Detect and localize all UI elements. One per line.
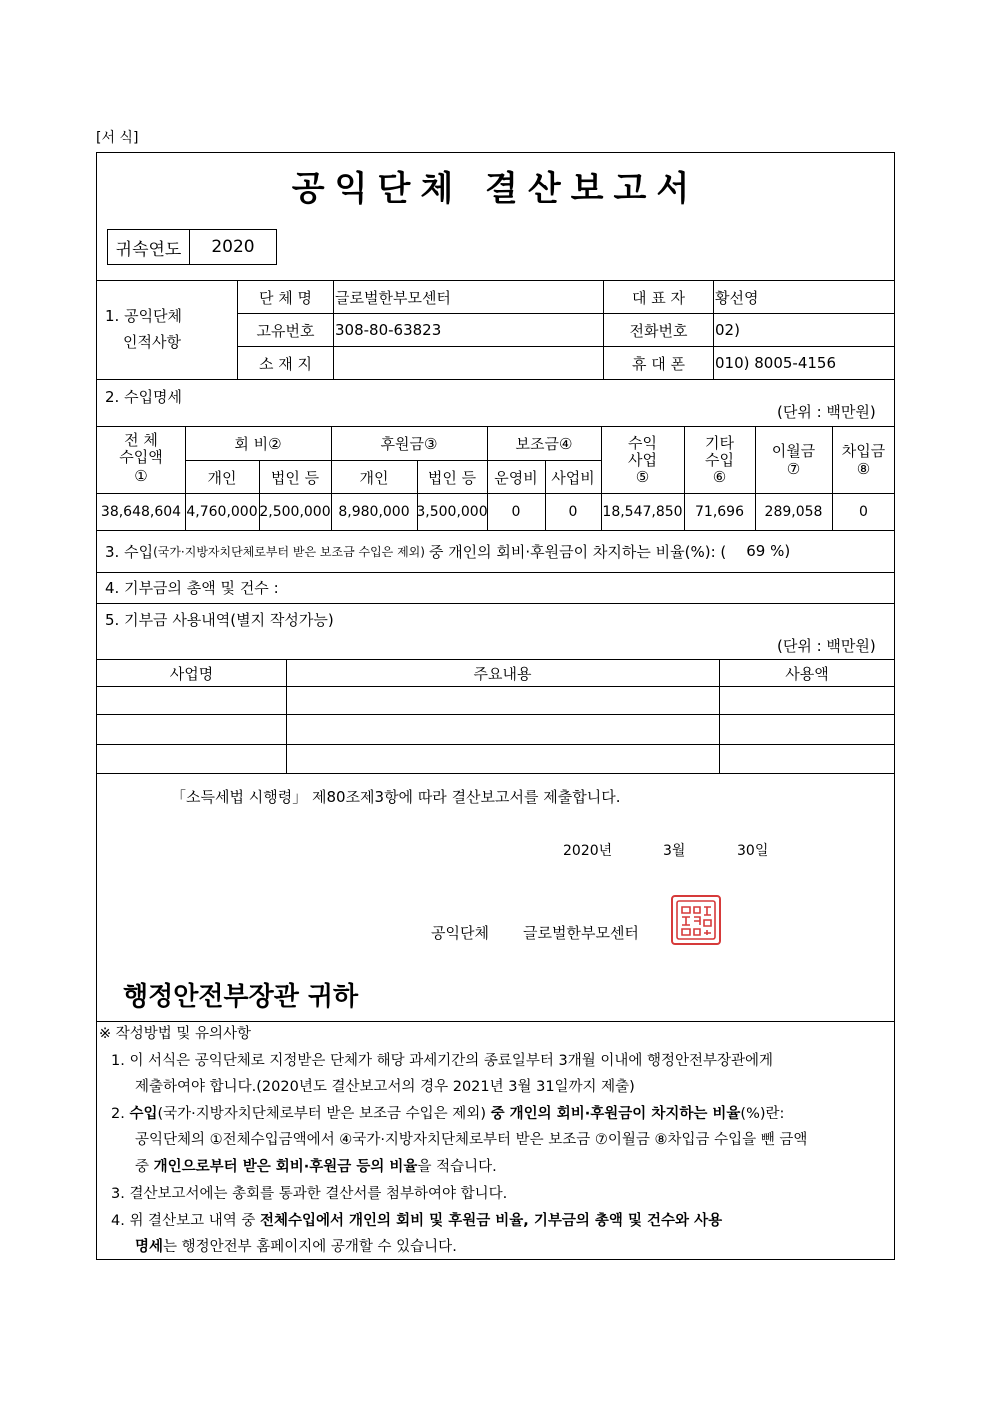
- val-total: 38,648,604: [100, 504, 182, 520]
- note-4-c: 명세: [135, 1239, 164, 1255]
- note-2-l3-b: 개인으로부터 받은 회비·후원금 등의 비율: [153, 1159, 418, 1175]
- note-4-line-1: [111, 1208, 893, 1235]
- section3-prefix: 3. 수입: [105, 542, 154, 561]
- note-3: 3. 결산보고서에는 총회를 통과한 결산서를 첨부하여야 합니다.: [111, 1186, 508, 1202]
- hdr-don-individual: 개인: [359, 468, 389, 487]
- form-label: [서 식]: [96, 130, 139, 146]
- note-1-line-1: 1. 이 서식은 공익단체로 지정받은 단체가 해당 과세기간의 종료일부터 3개월 이내에 행정안전부장관에게: [111, 1053, 774, 1069]
- section1-label: 1. 공익단체: [105, 306, 183, 325]
- hdr-fee-corp: 법인 등: [270, 468, 320, 487]
- val-fee-corp: 2,500,000: [259, 504, 331, 520]
- hdr-fee: 회 비②: [234, 435, 282, 453]
- hdr-total-3: ①: [134, 467, 148, 485]
- addr-value: [335, 347, 603, 379]
- declaration-month: 3월: [663, 843, 686, 859]
- section1-label-2: 인적사항: [123, 332, 181, 351]
- val-carry: 289,058: [764, 504, 823, 520]
- val-biz: 18,547,850: [602, 504, 683, 520]
- hdr-operating: 운영비: [494, 468, 538, 487]
- phone-value: 02): [715, 321, 740, 339]
- hdr-biz-1: 수익: [628, 433, 657, 452]
- hdr-project: 사업비: [551, 468, 595, 487]
- val-don-individual: 8,980,000: [338, 504, 410, 520]
- hdr-etc-1: 기타: [705, 433, 734, 452]
- id-label: 고유번호: [256, 321, 315, 340]
- note-2-paren: (국가·지방자치단체로부터 받은 보조금 수입은 제외): [157, 1106, 486, 1122]
- declaration-text: 「소득세법 시행령」 제80조제3항에 따라 결산보고서를 제출합니다.: [171, 787, 621, 806]
- hdr-loan-1: 차입금: [841, 441, 886, 460]
- report-frame: [96, 152, 895, 1260]
- rep-label: 대 표 자: [631, 288, 685, 307]
- note-2-bold-1: 수입: [129, 1106, 158, 1122]
- section2-unit: (단위 : 백만원): [777, 402, 876, 421]
- year-box: [107, 229, 277, 265]
- addressee: 행정안전부장관 귀하: [123, 982, 359, 1012]
- note-2-l3-a: 중: [135, 1159, 150, 1175]
- val-don-corp: 3,500,000: [416, 504, 488, 520]
- section5-unit: (단위 : 백만원): [777, 636, 876, 655]
- hdr-loan-2: ⑧: [856, 460, 871, 478]
- note-2-num: 2.: [111, 1106, 125, 1122]
- hdr-total-1: 전 체: [124, 430, 158, 449]
- org-name-value: 글로벌한부모센터: [335, 288, 451, 307]
- note-2-l3-c: 을 적습니다.: [417, 1159, 497, 1175]
- col-main-content: 주요내용: [473, 664, 532, 683]
- rep-value: 황선영: [715, 288, 759, 307]
- section3-value: 69 %): [746, 542, 791, 560]
- hdr-carry-1: 이월금: [771, 441, 816, 460]
- col-amount: 사용액: [785, 664, 829, 683]
- hdr-total-2: 수입액: [119, 447, 163, 466]
- hdr-carry-2: ⑦: [786, 460, 801, 478]
- section3-row: [105, 538, 895, 564]
- page-title: 공익단체 결산보고서: [291, 169, 700, 209]
- hdr-subsidy: 보조금④: [515, 435, 573, 453]
- val-project: 0: [568, 504, 578, 520]
- val-etc: 71,696: [695, 504, 744, 520]
- mobile-label: 휴 대 폰: [631, 354, 685, 373]
- section3-paren: (국가·지방자치단체로부터 받은 보조금 수입은 제외): [153, 544, 425, 559]
- notes-heading: ※ 작성방법 및 유의사항: [99, 1026, 252, 1042]
- hdr-fee-individual: 개인: [207, 468, 237, 487]
- col-project-name: 사업명: [169, 664, 214, 683]
- phone-label: 전화번호: [629, 321, 688, 340]
- val-loan: 0: [859, 504, 868, 520]
- note-4-a: 4. 위 결산보고 내역 중: [111, 1213, 256, 1229]
- id-value: 308-80-63823: [335, 321, 442, 339]
- note-2-line-1: [111, 1101, 893, 1128]
- note-4-b: 전체수입에서 개인의 회비 및 후원금 비율, 기부금의 총액 및 건수와 사용: [259, 1213, 723, 1229]
- year-value: 2020: [211, 237, 255, 257]
- note-2-bold-2: 중 개인의 회비·후원금이 차지하는 비율: [490, 1106, 741, 1122]
- hdr-biz-3: ⑤: [635, 468, 650, 486]
- note-1-line-2: 제출하여야 합니다.(2020년도 결산보고서의 경우 2021년 3월 31일까지 제출): [135, 1079, 635, 1095]
- red-seal-stamp-icon: [671, 895, 721, 945]
- hdr-biz-2: 사업: [628, 450, 657, 469]
- declaration-org-name: 글로벌한부모센터: [523, 923, 639, 942]
- mobile-value: 010) 8005-4156: [715, 354, 837, 372]
- hdr-don-corp: 법인 등: [427, 468, 477, 487]
- note-4-line-2: [135, 1234, 457, 1261]
- val-fee-individual: 4,760,000: [186, 504, 258, 520]
- hdr-etc-3: ⑥: [712, 468, 727, 486]
- note-2-line-2: 공익단체의 ①전체수입금액에서 ④국가·지방자치단체로부터 받은 보조금 ⑦이월금 ⑧차입금 수입을 뺀 금액: [135, 1132, 808, 1148]
- hdr-donation: 후원금③: [380, 435, 438, 453]
- hdr-etc-2: 수입: [705, 450, 734, 469]
- year-label: 귀속연도: [108, 230, 190, 264]
- section2-label: 2. 수입명세: [105, 387, 183, 406]
- val-operating: 0: [511, 504, 521, 520]
- note-2-end: (%)란:: [740, 1106, 785, 1122]
- note-2-line-3: [135, 1154, 497, 1181]
- declaration-org-label: 공익단체: [431, 923, 489, 942]
- declaration-day: 30일: [737, 843, 769, 859]
- section4-label: 4. 기부금의 총액 및 건수 :: [105, 578, 279, 597]
- note-4-d: 는 행정안전부 홈페이지에 공개할 수 있습니다.: [163, 1239, 457, 1255]
- org-name-label: 단 체 명: [258, 288, 312, 307]
- declaration-year: 2020년: [563, 843, 613, 859]
- addr-label: 소 재 지: [258, 354, 312, 373]
- section3-suffix: 중 개인의 회비·후원금이 차지하는 비율(%): (: [428, 542, 727, 561]
- section5-label: 5. 기부금 사용내역(별지 작성가능): [105, 610, 334, 629]
